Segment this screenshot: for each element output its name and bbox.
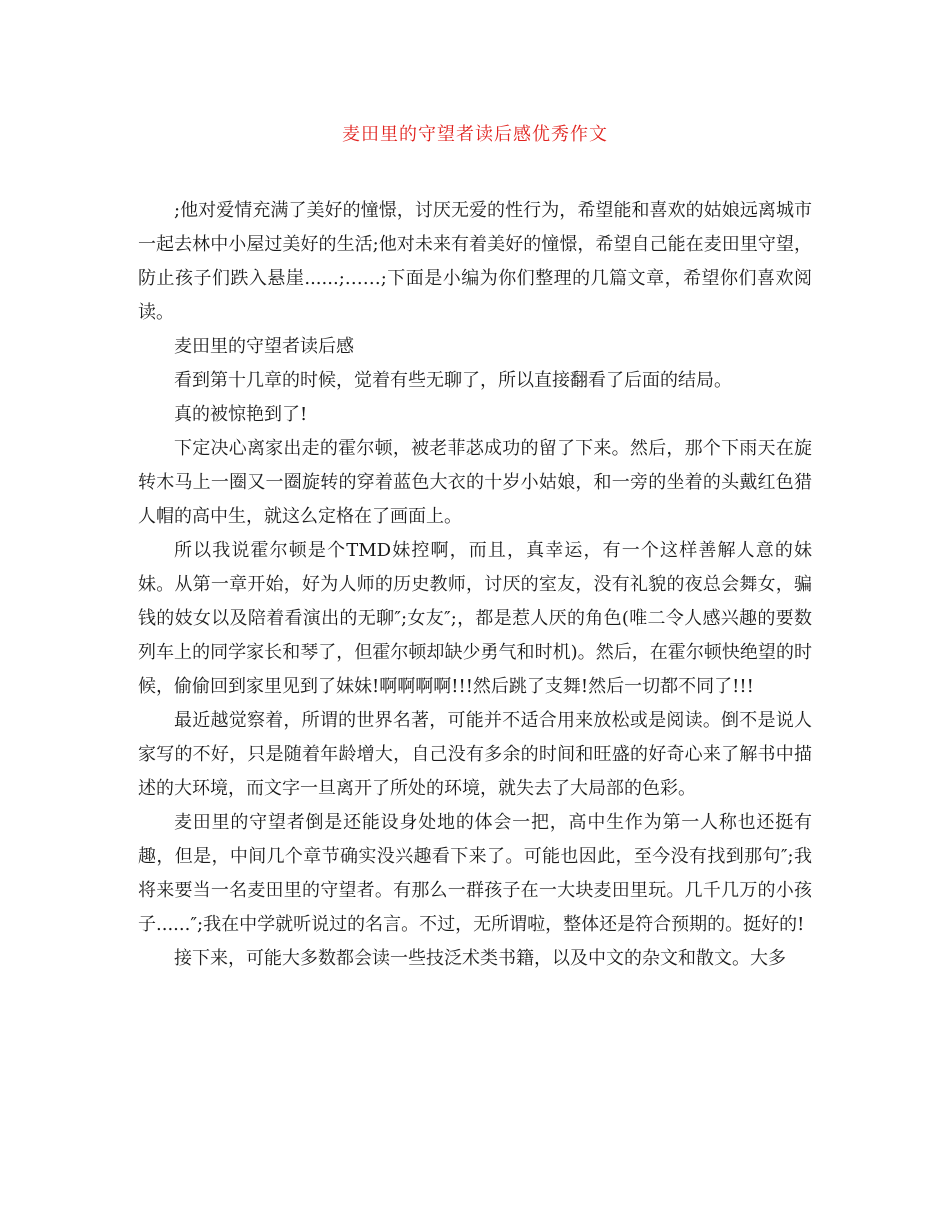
paragraph: 下定决心离家出走的霍尔顿，被老菲苾成功的留了下来。然后，那个下雨天在旋转木马上一圈又一圈旋转的穿着蓝色大衣的十岁小姑娘，和一旁的坐着的头戴红色猎人帽的高中生，就这么定格在了画面上。 [138,438,812,527]
document-body [138,194,812,976]
paragraph: ;他对爱情充满了美好的憧憬，讨厌无爱的性行为，希望能和喜欢的姑娘远离城市一起去林中小屋过美好的生活;他对未来有着美好的憧憬，希望自己能在麦田里守望，防止孩子们跌入悬崖......;……;下面是小编为你们整理的几篇文章，希望你们喜欢阅读。 [138,200,812,323]
section-heading: 麦田里的守望者读后感 [174,336,354,357]
paragraph: 所以我说霍尔顿是个TMD妹控啊，而且，真幸运，有一个这样善解人意的妹妹。从第一章开始，好为人师的历史教师，讨厌的室友，没有礼貌的夜总会舞女，骗钱的妓女以及陪着看演出的无聊″;女友″;，都是惹人厌的角色(唯二令人感兴趣的要数列车上的同学家长和琴了，但霍尔顿却缺少勇气和时机)。然后，在霍尔顿快绝望的时候，偷偷回到家里见到了妹妹!啊啊啊啊!!!然后跳了支舞!然后一切都不同了!!! [138,540,812,697]
paragraph: 真的被惊艳到了! [174,404,308,425]
paragraph: 接下来，可能大多数都会读一些技泛术类书籍，以及中文的杂文和散文。大多 [174,948,786,969]
paragraph: 最近越觉察着，所谓的世界名著，可能并不适合用来放松或是阅读。倒不是说人家写的不好，只是随着年龄增大，自己没有多余的时间和旺盛的好奇心来了解书中描述的大环境，而文字一旦离开了所处的环境，就失去了大局部的色彩。 [138,710,812,799]
paragraph: 麦田里的守望者倒是还能设身处地的体会一把，高中生作为第一人称也还挺有趣，但是，中间几个章节确实没兴趣看下来了。可能也因此，至今没有找到那句″;我将来要当一名麦田里的守望者。有那么一群孩子在一大块麦田里玩。几千几万的小孩子......″;我在中学就听说过的名言。不过，无所谓啦，整体还是符合预期的。挺好的! [138,812,812,935]
paragraph: 看到第十几章的时候，觉着有些无聊了，所以直接翻看了后面的结局。 [174,370,732,391]
document-title: 麦田里的守望者读后感优秀作文 [342,124,608,145]
